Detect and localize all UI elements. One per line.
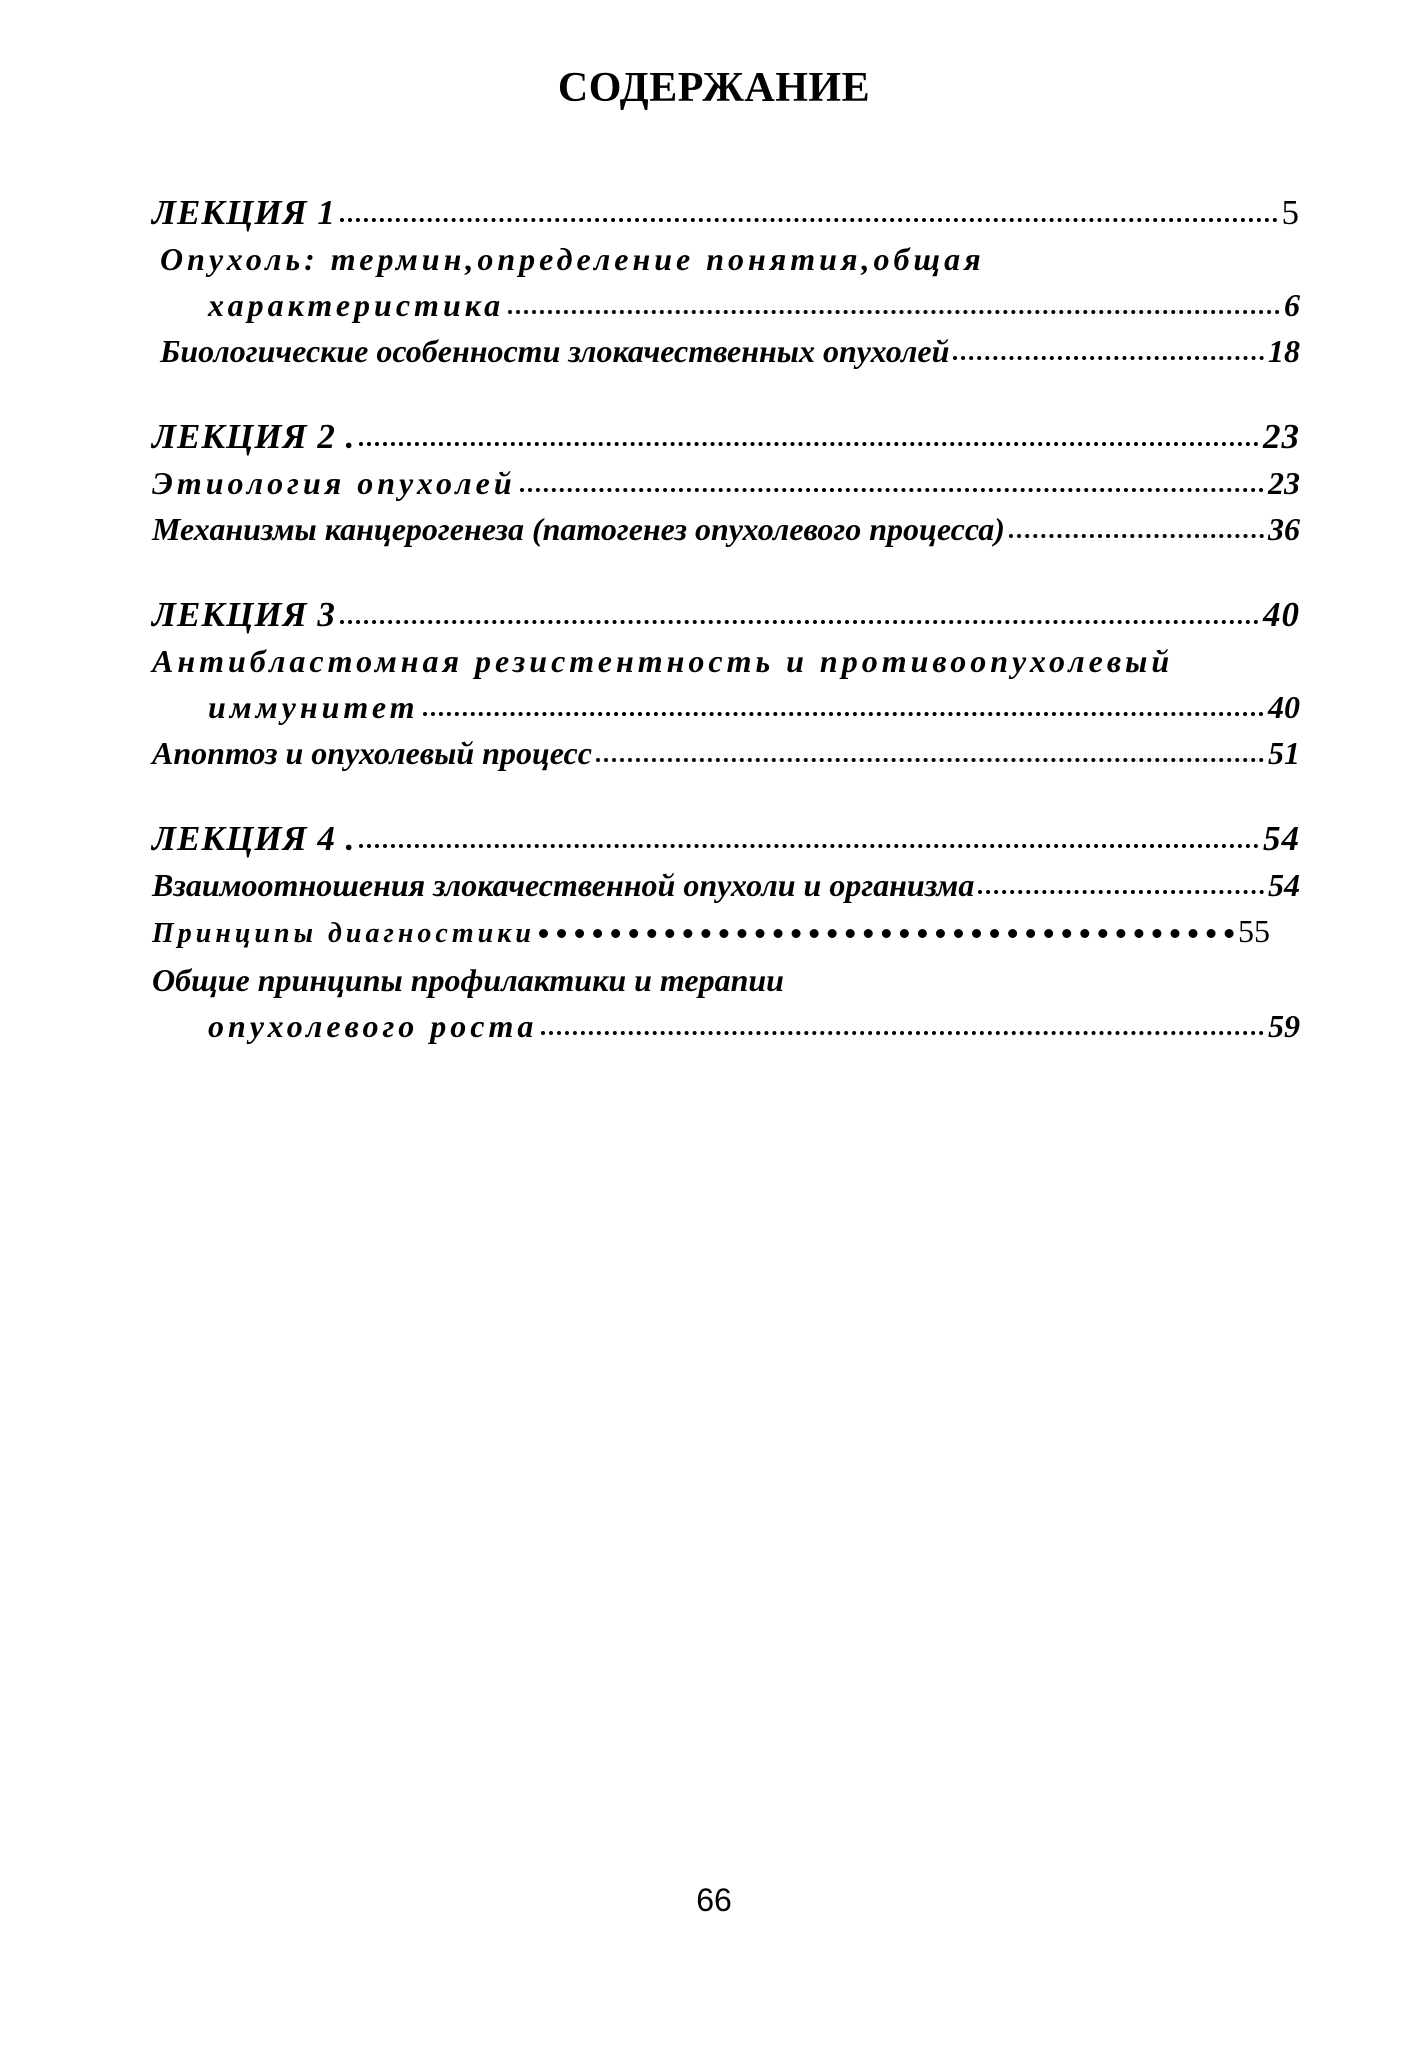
toc-entry-page: 23	[1268, 465, 1300, 501]
toc-entry	[152, 862, 1300, 908]
toc-entry-title: Опухоль: термин,определение понятия,общая	[160, 241, 985, 277]
toc-entry-page: 36	[1268, 511, 1300, 547]
dot-leader	[539, 912, 1234, 942]
toc-entry-title: ЛЕКЦИЯ 3	[152, 595, 336, 634]
toc-entry	[152, 908, 1300, 957]
toc-entry-title: ЛЕКЦИЯ 4 .	[152, 819, 356, 858]
table-of-contents	[152, 190, 1300, 1089]
toc-entry-page: 54	[1263, 819, 1300, 858]
dot-leader	[953, 332, 1264, 362]
dot-leader	[340, 596, 1259, 626]
toc-entry-page: 51	[1268, 735, 1300, 771]
toc-entry-page: 40	[1263, 595, 1300, 634]
toc-entry-title: Апоптоз и опухолевый процесс	[152, 735, 592, 771]
toc-section-lecture-1	[152, 190, 1300, 374]
toc-entry-line	[152, 282, 1300, 328]
toc-entry-page: 55	[1238, 913, 1270, 949]
toc-entry-line	[152, 236, 1300, 282]
toc-entry-line	[152, 684, 1300, 730]
toc-entry-title: Общие принципы профилактики и терапии	[152, 962, 784, 998]
toc-entry-title: характеристика	[208, 287, 505, 323]
toc-entry-page: 6	[1284, 287, 1300, 323]
toc-section-lecture-2	[152, 414, 1300, 552]
page-number: 66	[696, 1882, 732, 1918]
dot-leader	[978, 866, 1264, 896]
dot-leader	[520, 464, 1264, 494]
toc-entry-lecture-2	[152, 414, 1300, 460]
dot-leader	[359, 418, 1259, 448]
dot-leader	[508, 286, 1280, 316]
toc-entry	[152, 460, 1300, 506]
toc-entry-title: Антибластомная резистентность и противоопухолевый	[152, 643, 1174, 679]
toc-entry-page: 5	[1281, 193, 1300, 232]
toc-entry	[152, 730, 1300, 776]
page-title: СОДЕРЖАНИЕ	[557, 65, 871, 111]
toc-entry-title: ЛЕКЦИЯ 2 .	[152, 417, 356, 456]
toc-entry	[152, 506, 1300, 552]
toc-entry-line	[152, 638, 1300, 684]
toc-entry-title: ЛЕКЦИЯ 1	[152, 193, 336, 232]
toc-entry-page: 23	[1263, 417, 1300, 456]
toc-entry-page: 54	[1268, 867, 1300, 903]
toc-section-lecture-3	[152, 592, 1300, 776]
toc-entry-title: Этиология опухолей	[152, 465, 516, 501]
dot-leader	[340, 194, 1278, 224]
toc-entry-lecture-1	[152, 190, 1300, 236]
dot-leader	[1009, 510, 1264, 540]
toc-entry-line	[152, 957, 1300, 1003]
toc-entry-page: 18	[1268, 333, 1300, 369]
toc-entry-title: Взаимоотношения злокачественной опухоли и организма	[152, 867, 975, 903]
toc-entry-lecture-4	[152, 816, 1300, 862]
toc-entry-title: иммунитет	[208, 689, 419, 725]
dot-leader	[541, 1007, 1264, 1037]
toc-entry-title: Механизмы канцерогенеза (патогенез опухолевого процесса)	[152, 511, 1005, 547]
toc-entry-page: 40	[1268, 689, 1300, 725]
toc-entry-lecture-3	[152, 592, 1300, 638]
toc-entry-title: Принципы диагностики	[152, 918, 535, 949]
toc-entry-line	[152, 1003, 1300, 1049]
toc-entry	[152, 328, 1300, 374]
toc-entry-title: Биологические особенности злокачественных опухолей	[160, 333, 950, 369]
toc-entry-title: опухолевого роста	[208, 1008, 538, 1044]
toc-entry-page: 59	[1268, 1008, 1300, 1044]
toc-section-lecture-4	[152, 816, 1300, 1049]
dot-leader	[596, 734, 1264, 764]
dot-leader	[423, 688, 1264, 718]
dot-leader	[359, 820, 1259, 850]
